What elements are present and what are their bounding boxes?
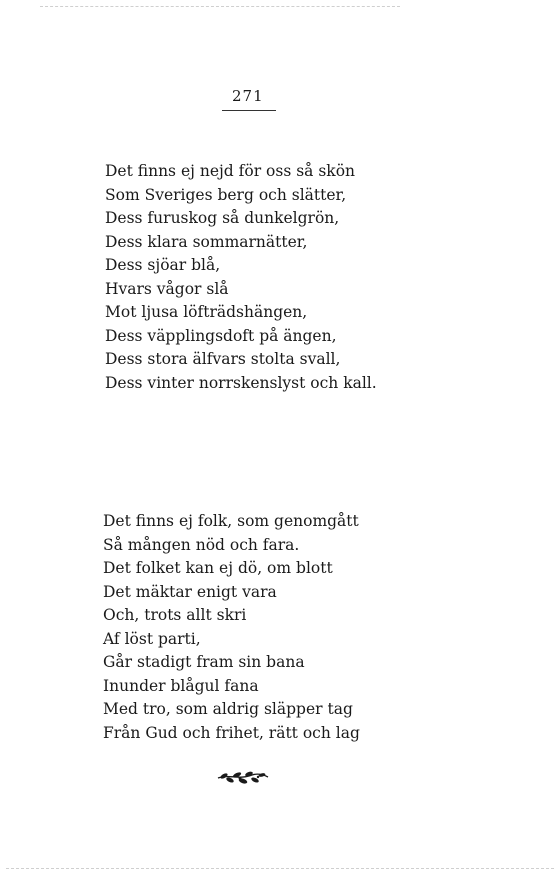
- poem-line: Af löst parti,: [103, 629, 201, 648]
- poem-line: Det mäktar enigt vara: [103, 582, 277, 601]
- poem-line: Med tro, som aldrig släpper tag: [103, 700, 353, 718]
- floral-vine-ornament-icon: [212, 766, 272, 788]
- poem-line: Dess stora älfvars stolta svall,: [105, 350, 341, 368]
- poem-line: Dess vinter norrskenslyst och kall.: [105, 373, 377, 392]
- bottom-edge-line: [6, 868, 554, 869]
- poem-line: Dess sjöar blå,: [105, 256, 221, 274]
- poem-line: Dess klara sommarnätter,: [105, 232, 308, 251]
- poem-line: Går stadigt fram sin bana: [103, 653, 305, 671]
- poem-line: Så mången nöd och fara.: [103, 535, 300, 554]
- poem-line: Inunder blågul fana: [103, 676, 259, 695]
- page-number: 271: [232, 87, 264, 105]
- poem-line: Och, trots allt skri: [103, 606, 247, 624]
- poem-line: Hvars vågor slå: [105, 279, 229, 298]
- stanza-2: [103, 510, 360, 745]
- poem-line: Dess väpplingsdoft på ängen,: [105, 326, 337, 345]
- poem-line: Som Sveriges berg och slätter,: [105, 185, 347, 204]
- poem-line: Från Gud och frihet, rätt och lag: [103, 723, 360, 742]
- page-number-rule: [222, 110, 276, 111]
- poem-line: Det folket kan ej dö, om blott: [103, 559, 333, 577]
- poem-line: Dess furuskog så dunkelgrön,: [105, 209, 340, 227]
- stanza-1: [105, 160, 377, 395]
- top-edge-line: [40, 6, 400, 7]
- poem-line: Det finns ej folk, som genomgått: [103, 512, 359, 530]
- poem-line: Det finns ej nejd för oss så skön: [105, 162, 356, 180]
- poem-line: Mot ljusa löfträdshängen,: [105, 303, 308, 321]
